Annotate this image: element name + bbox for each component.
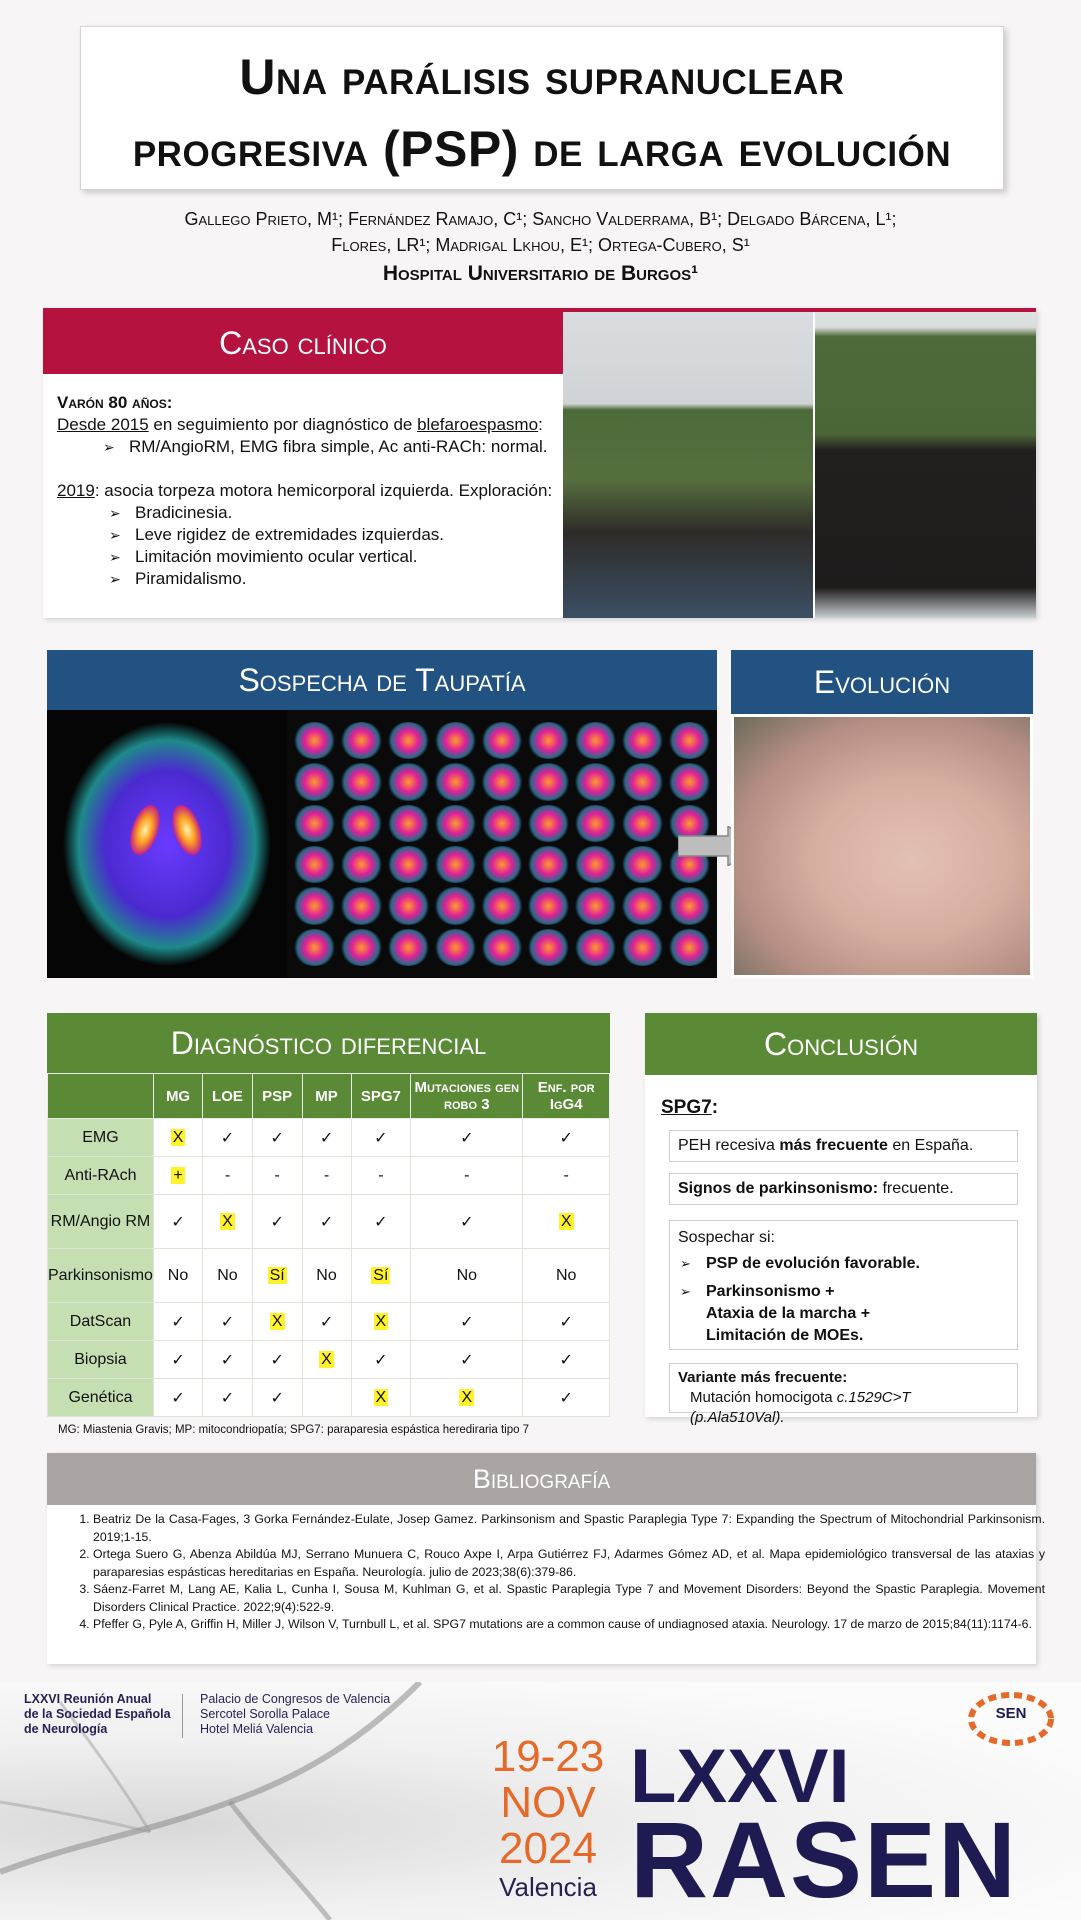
org-line: de Neurología [24,1722,108,1736]
logo-text: SEN [995,1705,1027,1722]
dx-cell-value: ✓ [319,1213,334,1231]
pet-slice [574,805,617,842]
dx-cell-value: ✓ [171,1313,185,1331]
blefaroespasmo: blefaroespasmo [417,415,539,434]
sen-logo [966,1690,1056,1748]
dx-cell [203,1341,253,1379]
finding-item: ➢ Limitación movimiento ocular vertical. [107,546,567,568]
pet-slice [387,846,430,883]
pet-slice [293,929,336,966]
dx-cell-value: ✓ [270,1351,284,1369]
pet-slice [668,722,711,759]
dx-cell-value: ✓ [319,1129,334,1147]
pet-slice [340,887,383,924]
dx-cell [523,1341,610,1379]
dx-col-header: PSP [252,1074,302,1119]
dx-cell-value: ✓ [319,1313,334,1331]
dx-cell [203,1379,253,1417]
since-rest: en seguimiento por diagnóstico de [148,415,418,434]
dx-cell-value: X [222,1212,233,1230]
suspect-item: ➢ PSP de evolución favorable. [678,1253,1009,1275]
dx-header: Diagnóstico diferencial [47,1013,610,1073]
pet-slice [527,929,570,966]
b1-bold: más frecuente [779,1137,888,1154]
patient-face-photo [731,714,1033,978]
dx-cell [351,1303,411,1341]
dx-cell-value: + [173,1166,183,1184]
dx-cell [351,1379,411,1417]
dx-row-label: Parkinsonismo [48,1249,154,1303]
dx-cell-value: ✓ [220,1389,235,1407]
pet-slice [574,722,617,759]
dx-cell-value: ✓ [374,1129,388,1147]
reference-list [67,1511,1045,1634]
dx-cell [252,1195,302,1249]
finding-item: ➢ Leve rigidez de extremidades izquierdas. [107,524,567,546]
dx-cell [302,1303,351,1341]
tests-item: ➢ RM/AngioRM, EMG fibra simple, Ac anti-RACh: normal. [101,436,567,458]
dx-cell-value: - [274,1166,280,1184]
dx-row-label: EMG [48,1119,154,1157]
dx-row [48,1157,610,1195]
pet-slice [434,846,477,883]
dx-cell [523,1379,610,1417]
b2-post: frecuente. [878,1180,954,1197]
pet-slice [481,887,524,924]
dx-col-header: MP [302,1074,351,1119]
dx-cell [252,1157,302,1195]
dx-cell [153,1157,202,1195]
pet-slice [293,722,336,759]
dx-col-header [48,1074,154,1119]
dx-col-header: SPG7 [351,1074,411,1119]
dx-cell-value: ✓ [171,1213,185,1231]
pet-slice [621,887,664,924]
authors-line-1: Gallego Prieto, M¹; Fernández Ramajo, C¹; Sancho Valderrama, B¹; Delgado Bárcena, L¹; [184,209,897,229]
dx-cell [252,1341,302,1379]
pet-slice [574,846,617,883]
pet-slice [481,846,524,883]
dx-cell [203,1119,253,1157]
dx-row [48,1379,610,1417]
dx-row [48,1341,610,1379]
pet-slice [387,763,430,800]
dx-cell [411,1195,523,1249]
dx-cell [351,1157,411,1195]
dx-cell [203,1249,253,1303]
dx-row [48,1303,610,1341]
dx-footnote: MG: Miastenia Gravis; MP: mitocondriopatía; SPG7: paraparesia espástica herediraria tipo 7 [58,1424,530,1436]
dx-cell [153,1303,202,1341]
dx-cell-value: - [323,1166,330,1184]
dx-cell-value: ✓ [171,1389,185,1407]
conclusion-gene: SPG7: [661,1097,719,1118]
dx-cell [302,1157,351,1195]
dx-cell [302,1249,351,1303]
footer-edition: LXXVI [630,1734,850,1819]
dx-cell [411,1303,523,1341]
patient-photo-standing [815,312,1036,618]
dx-cell-value: X [271,1312,283,1330]
evolucion-header: Evolución [731,650,1033,714]
reference-item: 3. Sáenz-Farret M, Lang AE, Kalia L, Cunha I, Sousa M, Kuhlman G, et al. Spastic Paraplegia Type 7 and Movement Disorders: Beyond the Spastic Paraplegia. Movement Disorders Clinical Practice. 2022;9(4):522-9. [93,1581,1045,1616]
dx-cell [203,1303,253,1341]
pet-slice [527,722,570,759]
caso-clinico-text [57,392,567,590]
pet-slice [434,763,477,800]
dx-cell-value: No [167,1266,189,1284]
colon: : [538,415,543,434]
caso-clinico-panel [43,308,1036,618]
pet-slice [293,887,336,924]
pet-slice [621,763,664,800]
pet-slice [340,763,383,800]
pet-slice [668,929,711,966]
dx-row-label: Biopsia [48,1341,154,1379]
pet-slice [481,722,524,759]
dx-cell-value: X [461,1388,473,1406]
pet-slice [293,846,336,883]
pet-slice [340,722,383,759]
pet-slice [434,929,477,966]
dx-cell [351,1249,411,1303]
dx-cell [411,1119,523,1157]
dx-cell-value: ✓ [171,1351,185,1369]
footer-rasen: RASEN [630,1799,1019,1920]
dx-cell-value: - [378,1166,384,1184]
venue-line: Hotel Meliá Valencia [200,1722,314,1736]
dx-cell [411,1379,523,1417]
dx-cell [411,1249,523,1303]
pet-slice [293,805,336,842]
title-line-1: Una parálisis supranuclear [239,49,845,105]
suspect-item: ➢ Parkinsonismo + Ataxia de la marcha + Limitación de MOEs. [678,1281,876,1347]
dx-row [48,1119,610,1157]
dates-days: 19-23 [491,1732,605,1781]
suspect-list [678,1253,1009,1347]
dx-cell-value: X [375,1388,387,1406]
dx-cell [523,1119,610,1157]
pet-slice [574,887,617,924]
pet-slice [527,846,570,883]
dx-cell-value: X [375,1312,387,1330]
finding-item: ➢ Piramidalismo. [107,568,567,590]
b3-title: Sospechar si: [678,1229,775,1246]
poster-title [81,41,1003,185]
dx-cell-value: ✓ [220,1129,235,1147]
footer-divider [182,1694,183,1738]
pet-slice [481,929,524,966]
footer-venues [200,1692,390,1737]
dx-cell-value: - [563,1166,569,1184]
dx-row-label: Anti-RAch [48,1157,154,1195]
pet-slice-grid [287,710,717,978]
dx-col-header: Enf. por IgG4 [523,1074,610,1119]
reference-item: 1. Beatriz De la Casa-Fages, 3 Gorka Fernández-Eulate, Josep Gamez. Parkinsonism and Spastic Paraplegia Type 7: Expanding the Spectrum of Mitochondrial Parkinsonism. 2019;1-15. [93,1511,1045,1546]
dx-cell-value: ✓ [559,1313,573,1331]
pet-slice [387,805,430,842]
dx-cell-value: ✓ [559,1351,573,1369]
pet-slice [668,887,711,924]
pet-slice [434,722,477,759]
dx-cell-value: No [456,1266,478,1284]
tests-list [57,436,567,458]
year-2019: 2019 [57,481,95,500]
datscan-axial-svg [47,710,287,978]
pet-slice [668,763,711,800]
conclusion-box-4 [669,1363,1018,1426]
dx-row-label: DatScan [48,1303,154,1341]
findings-list [57,502,567,590]
dx-cell [302,1379,351,1417]
dx-cell [351,1119,411,1157]
dx-cell-value: No [555,1266,577,1284]
org-line: LXXVI Reunión Anual [24,1692,152,1706]
datscan-axial-image [47,710,287,978]
dx-cell [153,1379,202,1417]
pet-slice [621,846,664,883]
pet-slice [340,846,383,883]
year-line [57,480,567,502]
dx-cell [523,1157,610,1195]
pet-slice [621,722,664,759]
pet-slice [387,887,430,924]
dx-cell [523,1249,610,1303]
caso-clinico-header: Caso clínico [43,312,563,374]
dx-cell [252,1249,302,1303]
dx-cell-value: ✓ [220,1351,235,1369]
patient-photo-seated [563,312,813,618]
pet-slice [621,805,664,842]
year-rest: : asocia torpeza motora hemicorporal izquierda. Exploración: [94,481,553,500]
dx-cell-value: ✓ [460,1213,474,1231]
dx-cell [411,1341,523,1379]
dx-cell [351,1195,411,1249]
pet-slice [387,722,430,759]
b4-pre: Mutación homocigota [690,1389,837,1406]
dx-cell-value: - [464,1166,470,1184]
conclusion-header: Conclusión [645,1013,1037,1075]
pet-slice [434,887,477,924]
dx-cell [523,1195,610,1249]
pet-slice [481,763,524,800]
pet-slice [387,929,430,966]
bibliografia-header: Bibliografía [47,1453,1036,1505]
dx-table-body [48,1119,610,1417]
dx-cell [153,1195,202,1249]
dx-cell-value: ✓ [220,1313,235,1331]
dx-cell [153,1249,202,1303]
dx-cell-value: ✓ [460,1129,474,1147]
b1-pre: PEH recesiva [678,1137,780,1154]
dx-cell [411,1157,523,1195]
dx-cell-value: ✓ [559,1129,573,1147]
pet-slice [340,805,383,842]
footer-banner [0,1682,1081,1920]
pet-slice [340,929,383,966]
pet-slice [527,763,570,800]
gene-name: SPG7 [661,1097,712,1118]
dx-cell-value: - [224,1166,231,1184]
dx-cell [252,1379,302,1417]
authors-line-2: Flores, LR¹; Madrigal Lkhou, E¹; Ortega-Cubero, S¹ [331,235,750,255]
dates-year: 2024 [499,1824,597,1873]
dx-cell [203,1195,253,1249]
pet-slice [527,805,570,842]
dx-cell [203,1157,253,1195]
pet-slice [434,805,477,842]
conclusion-box-1 [669,1130,1018,1162]
pet-slice [481,805,524,842]
dx-table [47,1073,610,1417]
dx-cell [153,1341,202,1379]
b2-bold: Signos de parkinsonismo: [678,1180,879,1197]
title-line-2: progresiva (PSP) de larga evolución [132,121,952,177]
dx-cell-value: X [560,1212,572,1230]
title-box [80,26,1004,190]
dx-cell [153,1119,202,1157]
conclusion-box-2 [669,1173,1018,1205]
dx-col-header: Mutaciones gen robo 3 [411,1074,523,1119]
pet-slice [574,763,617,800]
since-year: Desde 2015 [57,415,149,434]
dx-cell-value: ✓ [270,1213,284,1231]
dx-cell-value: ✓ [460,1351,474,1369]
dx-col-header: LOE [203,1074,253,1119]
dx-cell-value: ✓ [460,1313,474,1331]
dx-header-row [48,1074,610,1119]
org-line: de la Sociedad Española [24,1707,171,1721]
footer-city: Valencia [499,1872,597,1902]
dx-cell-value: ✓ [270,1389,284,1407]
dx-cell [351,1341,411,1379]
footer-dates [478,1734,618,1872]
dx-cell [302,1119,351,1157]
dx-cell-value: No [217,1266,238,1284]
reference-item: 4. Pfeffer G, Pyle A, Griffin H, Miller J, Wilson V, Turnbull L, et al. SPG7 mutations are a common cause of undiagnosed ataxia. Neurology. 17 de marzo de 2015;84(11):1174-6. [93,1616,1045,1634]
bibliografia-panel [47,1453,1045,1664]
dx-row-label: Genética [48,1379,154,1417]
dx-cell-value: ✓ [374,1213,388,1231]
hospital: Hospital Universitario de Burgos¹ [382,262,699,285]
dx-cell-value: X [321,1350,332,1368]
dx-row [48,1249,610,1303]
dx-cell-value: No [316,1266,337,1284]
b1-post: en España. [887,1137,974,1154]
taupatia-header: Sospecha de Taupatía [47,650,717,710]
history-line [57,414,567,436]
patient-intro: Varón 80 años: [57,393,173,412]
sen-logo-icon [966,1690,1056,1748]
dx-cell-value: ✓ [559,1389,573,1407]
pet-slice [527,887,570,924]
dx-row [48,1195,610,1249]
dx-cell [523,1303,610,1341]
dx-cell-value: ✓ [374,1351,388,1369]
b4-title: Variante más frecuente: [678,1369,848,1386]
dx-cell [302,1341,351,1379]
pet-slice [293,763,336,800]
dx-cell-value: Sí [373,1266,389,1284]
dx-cell-value: ✓ [270,1129,284,1147]
footer-organizer [24,1692,171,1737]
dx-cell [252,1303,302,1341]
conclusion-box-3 [669,1220,1018,1350]
conclusion-panel [645,1013,1037,1426]
venue-line: Sercotel Sorolla Palace [200,1707,330,1721]
b4-variant: c.1529C>T (p.Ala510Val). [690,1389,911,1426]
b4-line [678,1388,1009,1428]
pet-slice [621,929,664,966]
finding-item: ➢ Bradicinesia. [107,502,567,524]
venue-line: Palacio de Congresos de Valencia [200,1692,391,1706]
dx-row-label: RM/Angio RM [48,1195,154,1249]
reference-item: 2. Ortega Suero G, Abenza Abildúa MJ, Serrano Munuera C, Rouco Axpe I, Arpa Gutiérrez FJ, Adarmes Gómez AD, et al. Mapa epidemiológico transversal de las ataxias y paraparesias espásticas hereditarias en España. Neurología. julio de 2023;38(6):379-86. [93,1546,1045,1581]
dx-cell [252,1119,302,1157]
pet-slice [574,929,617,966]
dx-cell [302,1195,351,1249]
dx-cell-value: X [172,1128,184,1146]
authors [40,206,1041,258]
dx-cell-value: Sí [269,1266,285,1284]
dx-col-header: MG [153,1074,202,1119]
dates-month: NOV [500,1778,596,1827]
